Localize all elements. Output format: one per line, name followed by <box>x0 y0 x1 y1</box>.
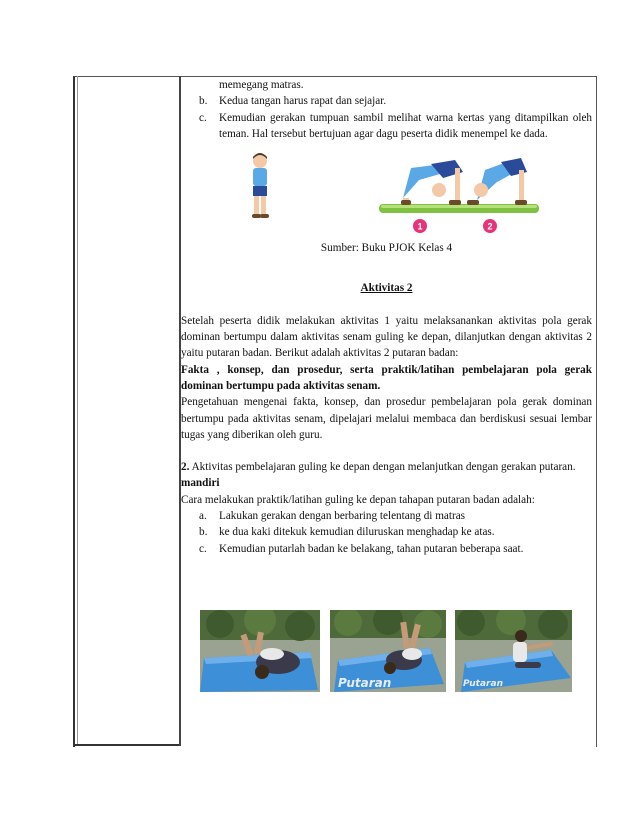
bold-heading: Fakta , konsep, dan prosedur, serta praktik/latihan pembelajaran pola gerak dominan bertumpu pada aktivitas senam. <box>181 363 592 392</box>
list-text: Lakukan gerakan dengan berbaring telentang di matras <box>219 510 466 523</box>
left-inner-border <box>77 76 78 744</box>
list-marker: c. <box>199 111 207 124</box>
list-item <box>181 110 592 143</box>
mandiri-label: mandiri <box>181 477 220 490</box>
rotation-photo-3 <box>455 610 572 692</box>
section-heading: Aktivitas 2 <box>360 282 413 295</box>
list-marker: a. <box>199 510 207 523</box>
list-text: ke dua kaki ditekuk kemudian diluruskan menghadap ke atas. <box>219 526 495 539</box>
list-marker: b. <box>199 95 208 108</box>
activity-number: 2. <box>181 461 190 474</box>
activity-text: Aktivitas pembelajaran guling ke depan dengan melanjutkan dengan gerakan putaran. <box>189 461 576 474</box>
bending-child-2-figure <box>467 158 527 205</box>
photo-label-putaran: Putaran <box>338 676 392 690</box>
forward-roll-figure <box>181 150 592 236</box>
knowledge-paragraph: Pengetahuan mengenai fakta, konsep, dan prosedur pembelajaran pola gerak dominan bertumpu pada aktivitas senam, dipelajari melalui membaca dan berdiskusi sesuai lembar tugas yang diberikan oleh guru. <box>181 396 592 441</box>
figure-caption: Sumber: Buku PJOK Kelas 4 <box>320 242 453 255</box>
list-a-continuation: memegang matras. <box>219 79 304 91</box>
procedure-intro: Cara melakukan praktik/latihan guling ke depan tahapan putaran badan adalah: <box>181 493 535 506</box>
intro-paragraph: Setelah peserta didik melakukan aktivitas 1 yaitu melaksanankan aktivitas pola gerak dominan bertumpu dalam aktivitas senam guling ke depan, dilanjutkan dengan aktivitas 2 yaitu putaran badan. Berikut adalah aktivitas 2 putaran badan: <box>181 314 592 360</box>
activity-2-line <box>181 459 592 475</box>
list-marker: b. <box>199 526 208 539</box>
list-text: Kemudian gerakan tumpuan sambil melihat warna kertas yang ditampilkan oleh teman. Hal tersebut bertujuan agar dagu peserta didik menempel ke dada. <box>219 111 592 140</box>
list-item <box>181 524 592 540</box>
standing-child-figure <box>252 153 269 218</box>
rotation-photo-1 <box>200 610 320 692</box>
list-item <box>181 541 592 557</box>
step-label-1: 1 <box>417 221 423 232</box>
list-text: Kemudian putarlah badan ke belakang, tahan putaran beberapa saat. <box>219 542 524 555</box>
step-label-2: 2 <box>487 221 493 232</box>
bending-child-1-figure <box>401 160 463 205</box>
forward-roll-illustration <box>181 150 592 236</box>
rotation-photo-2 <box>330 610 446 692</box>
content-cell <box>181 77 592 557</box>
list-marker: c. <box>199 542 207 555</box>
rotation-photo-strip <box>200 610 575 694</box>
table-bottom-border <box>73 744 181 746</box>
photo-label-putaran: Putaran <box>463 679 503 689</box>
list-item <box>181 508 592 524</box>
list-item <box>181 93 592 109</box>
list-text: Kedua tangan harus rapat dan sejajar. <box>219 95 387 108</box>
